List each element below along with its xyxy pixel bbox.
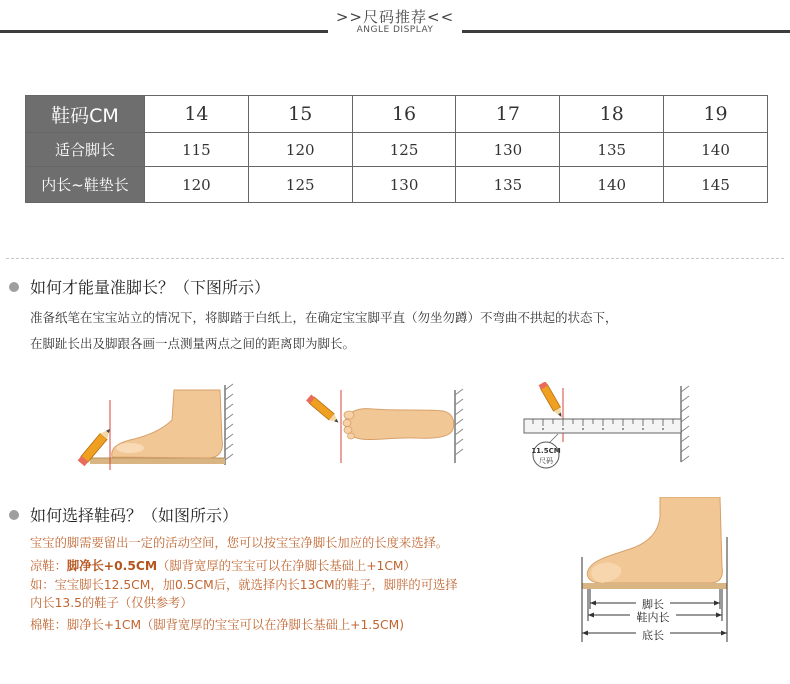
cotton-rule — [30, 617, 404, 635]
table-cell: 135 — [456, 167, 560, 203]
cotton-prefix: 棉鞋： — [30, 618, 67, 632]
diagram-label-foot-length: 脚长 — [642, 598, 664, 611]
table-cell: 15 — [248, 96, 352, 133]
row-header: 鞋码CM — [26, 96, 145, 133]
sandal-bold: 脚净长+0.5CM — [66, 559, 158, 573]
section-divider — [6, 258, 784, 259]
table-cell: 19 — [664, 96, 768, 133]
diagram-label-inner-length: 鞋内长 — [636, 611, 670, 624]
example-line2: 内长13.5的鞋子（仅供参考） — [30, 596, 193, 610]
header-title: >>尺码推荐<< — [335, 8, 455, 26]
measure-text-line1: 准备纸笔在宝宝站立的情况下，将脚踏于白纸上，在确定宝宝脚平直（勿坐勿蹲）不弯曲不拱起的状态下， — [30, 310, 618, 325]
table-cell: 14 — [145, 96, 249, 133]
table-cell: 125 — [352, 133, 456, 167]
table-row — [26, 133, 768, 167]
table-cell: 135 — [560, 133, 664, 167]
cotton-text: 脚净长+1CM（脚背宽厚的宝宝可以在净脚长基础上+1.5CM) — [66, 618, 405, 632]
ruler-badge-label: 尺码 — [539, 457, 553, 465]
foot-side-illustration — [70, 380, 245, 475]
measure-text-line2: 在脚趾长出及脚跟各画一点测量两点之间的距离即为脚长。 — [30, 336, 356, 351]
size-table — [25, 95, 768, 203]
table-cell: 130 — [352, 167, 456, 203]
diagram-label-sole-length: 底长 — [642, 629, 664, 642]
row-header: 内长~鞋垫长 — [26, 167, 145, 203]
table-row — [26, 167, 768, 203]
table-cell: 18 — [560, 96, 664, 133]
measure-title: 如何才能量准脚长？（下图所示） — [30, 278, 271, 297]
table-cell: 140 — [560, 167, 664, 203]
bullet-icon — [9, 510, 19, 520]
example-line1: 如：宝宝脚长12.5CM，加0.5CM后，就选择内长13CM的鞋子，脚胖的可选择 — [30, 578, 458, 592]
table-cell: 120 — [145, 167, 249, 203]
sandal-note: （脚背宽厚的宝宝可以在净脚长基础上+1CM） — [157, 559, 416, 573]
table-cell: 125 — [248, 167, 352, 203]
table-cell: 120 — [248, 133, 352, 167]
table-cell: 17 — [456, 96, 560, 133]
foot-top-illustration — [305, 385, 470, 465]
table-row — [26, 96, 768, 133]
choose-intro: 宝宝的脚需要留出一定的活动空间，您可以按宝宝净脚长加应的长度来选择。 — [30, 536, 449, 550]
bullet-icon — [9, 282, 19, 292]
sandal-rule — [30, 558, 416, 576]
row-header: 适合脚长 — [26, 133, 145, 167]
table-cell: 130 — [456, 133, 560, 167]
table-cell: 115 — [145, 133, 249, 167]
choose-title: 如何选择鞋码？（如图所示） — [30, 506, 239, 525]
table-cell: 140 — [664, 133, 768, 167]
ruler-badge-value: 11.5CM — [531, 447, 561, 455]
header-subtitle: ANGLE DISPLAY — [356, 25, 434, 35]
table-cell: 16 — [352, 96, 456, 133]
sandal-prefix: 凉鞋： — [30, 559, 67, 573]
table-cell: 145 — [664, 167, 768, 203]
